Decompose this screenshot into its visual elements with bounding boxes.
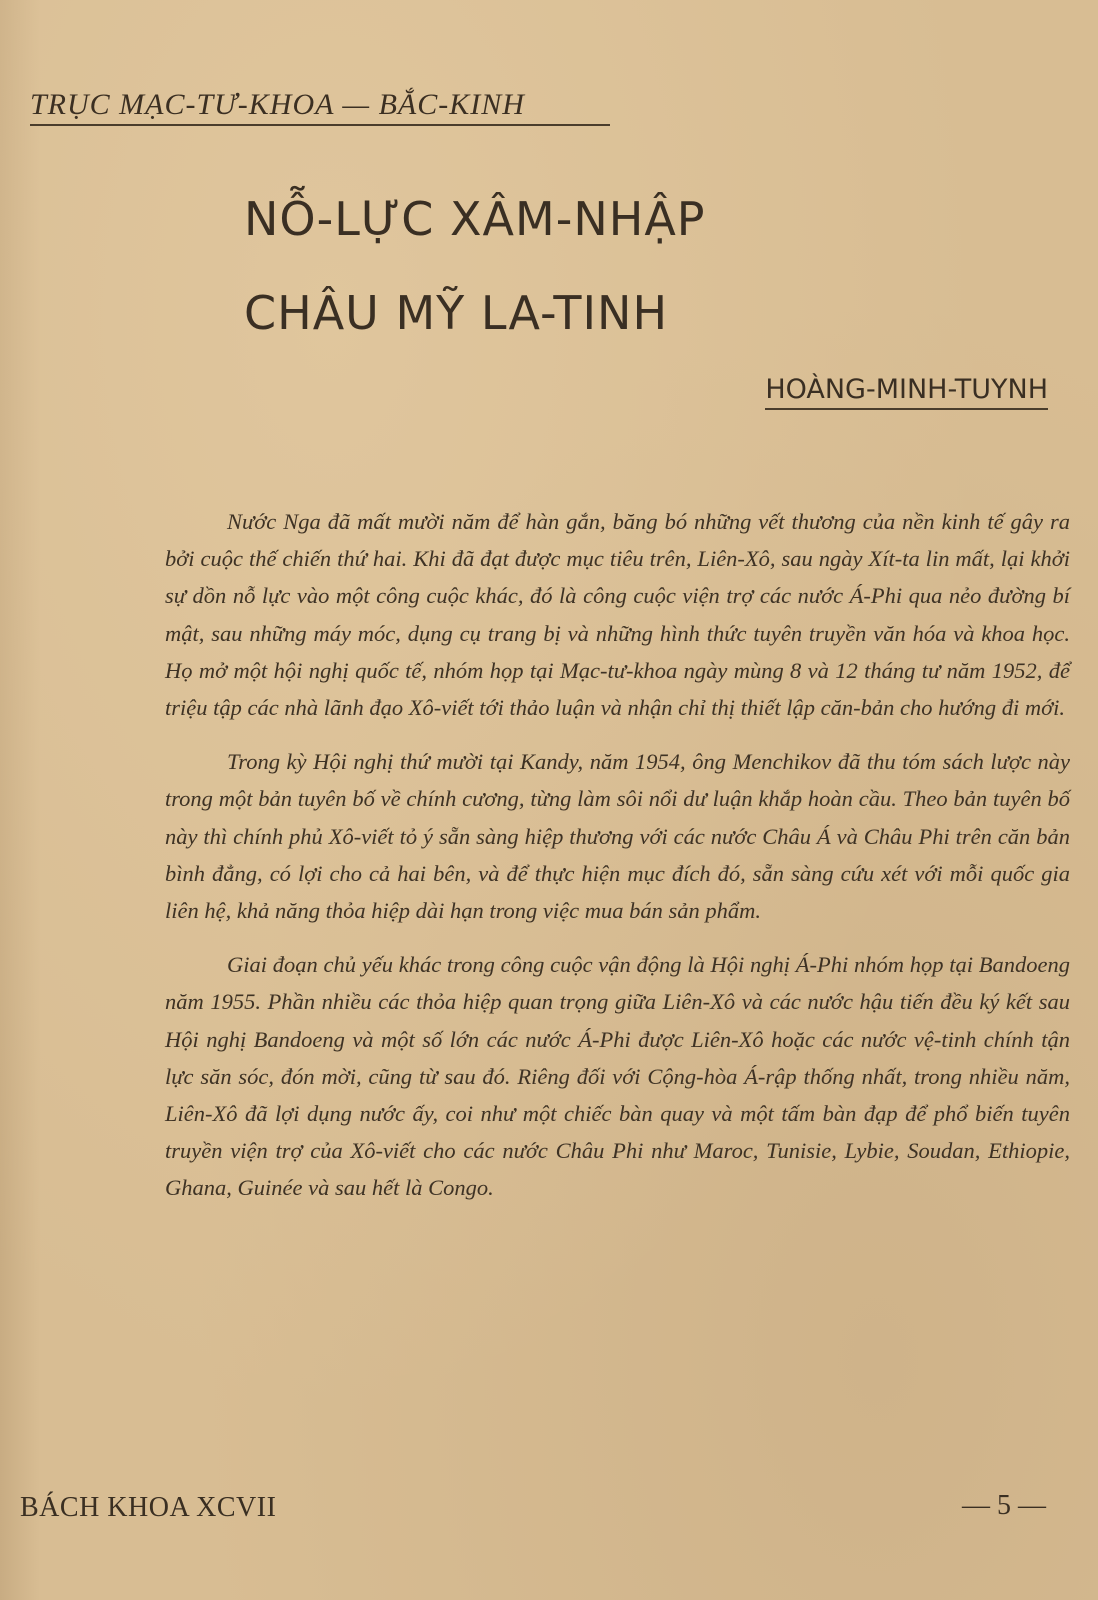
article-title-line-1: NỖ-LỰC XÂM-NHẬP (244, 192, 706, 246)
publication-footer: BÁCH KHOA XCVII (20, 1492, 277, 1523)
paragraph-2: Trong kỳ Hội nghị thứ mười tại Kandy, năm 1954, ông Menchikov đã thu tóm sách lược này trong một bản tuyên bố về chính cương, từng làm sôi nổi dư luận khắp hoàn cầu. Theo bản tuyên bố này thì chính phủ Xô-viết tỏ ý sẵn sàng hiệp thương với các nước Châu Á và Châu Phi trên căn bản bình đẳng, có lợi cho cả hai bên, và để thực hiện mục đích đó, sẵn sàng cứu xét với mỗi quốc gia liên hệ, khả năng thỏa hiệp dài hạn trong việc mua bán sản phẩm. (165, 749, 1070, 924)
article-body (165, 503, 1070, 1224)
running-header: TRỤC MẠC-TƯ-KHOA — BẮC-KINH (30, 88, 610, 126)
paragraph-3: Giai đoạn chủ yếu khác trong công cuộc vận động là Hội nghị Á-Phi nhóm họp tại Bandoeng năm 1955. Phần nhiều các thỏa hiệp quan trọng giữa Liên-Xô và các nước hậu tiến đều ký kết sau Hội nghị Bandoeng và một số lớn các nước Á-Phi được Liên-Xô hoặc các nước vệ-tinh chính tận lực săn sóc, đón mời, cũng từ sau đó. Riêng đối với Cộng-hòa Á-rập thống nhất, trong nhiều năm, Liên-Xô đã lợi dụng nước ấy, coi như một chiếc bàn quay và một tấm bàn đạp để phổ biến tuyên truyền viện trợ của Xô-viết cho các nước Châu Phi như Maroc, Tunisie, Lybie, Soudan, Ethiopie, Ghana, Guinée và sau hết là Congo. (165, 952, 1070, 1201)
article-title-line-2: CHÂU MỸ LA-TINH (244, 286, 669, 340)
article-author: HOÀNG-MINH-TUYNH (765, 374, 1048, 410)
paragraph-1: Nước Nga đã mất mười năm để hàn gắn, băng bó những vết thương của nền kinh tế gây ra bởi cuộc thế chiến thứ hai. Khi đã đạt được mục tiêu trên, Liên-Xô, sau ngày Xít-ta lin mất, lại khởi sự dồn nỗ lực vào một công cuộc khác, đó là công cuộc viện trợ các nước Á-Phi qua nẻo đường bí mật, sau những máy móc, dụng cụ trang bị và những hình thức tuyên truyền văn hóa và khoa học. Họ mở một hội nghị quốc tế, nhóm họp tại Mạc-tư-khoa ngày mùng 8 và 12 tháng tư năm 1952, để triệu tập các nhà lãnh đạo Xô-viết tới thảo luận và nhận chỉ thị thiết lập căn-bản cho hướng đi mới. (165, 509, 1070, 721)
page-number: — 5 — (962, 1490, 1046, 1521)
